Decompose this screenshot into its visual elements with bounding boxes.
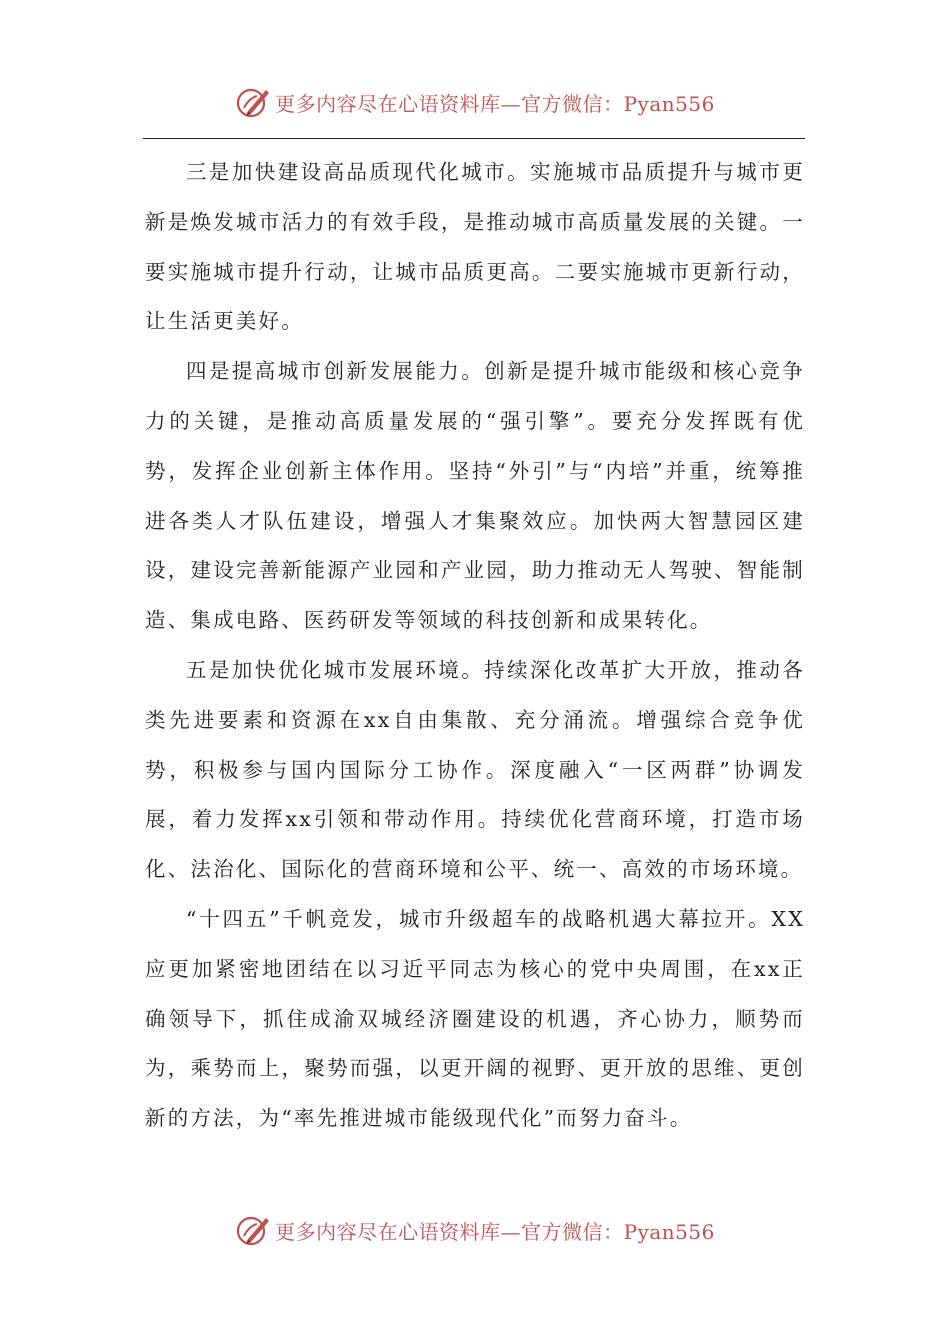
header-banner (0, 80, 950, 124)
footer-banner (0, 1208, 950, 1252)
footer-banner-text: 更多内容尽在心语资料库—官方微信：Pyan556 (275, 1219, 715, 1244)
header-divider (143, 138, 805, 139)
document-body (145, 148, 805, 1144)
paragraph-1: 三是加快建设高品质现代化城市。实施城市品质提升与城市更新是焕发城市活力的有效手段，是推动城市高质量发展的关键。一要实施城市提升行动，让城市品质更高。二要实施城市更新行动，让生活更美好。 (145, 160, 805, 334)
pen-logo-icon (235, 1212, 271, 1248)
paragraph-4: “十四五”千帆竞发，城市升级超车的战略机遇大幕拉开。XX应更加紧密地团结在以习近平同志为核心的党中央周围，在xx正确领导下，抓住成渝双城经济圈建设的机遇，齐心协力，顺势而为，乘势而上，聚势而强，以更开阔的视野、更开放的思维、更创新的方法，为“率先推进城市能级现代化”而努力奋斗。 (145, 906, 805, 1131)
pen-logo-icon (235, 84, 271, 120)
paragraph-3: 五是加快优化城市发展环境。持续深化改革扩大开放，推动各类先进要素和资源在xx自由集散、充分涌流。增强综合竞争优势，积极参与国内国际分工协作。深度融入“一区两群”协调发展，着力发挥xx引领和带动作用。持续优化营商环境，打造市场化、法治化、国际化的营商环境和公平、统一、高效的市场环境。 (145, 657, 805, 882)
header-banner-text: 更多内容尽在心语资料库—官方微信：Pyan556 (275, 91, 715, 116)
paragraph-2: 四是提高城市创新发展能力。创新是提升城市能级和核心竞争力的关键，是推动高质量发展的“强引擎”。要充分发挥既有优势，发挥企业创新主体作用。坚持“外引”与“内培”并重，统筹推进各类人才队伍建设，增强人才集聚效应。加快两大智慧园区建设，建设完善新能源产业园和产业园，助力推动无人驾驶、智能制造、集成电路、医药研发等领域的科技创新和成果转化。 (145, 359, 805, 633)
